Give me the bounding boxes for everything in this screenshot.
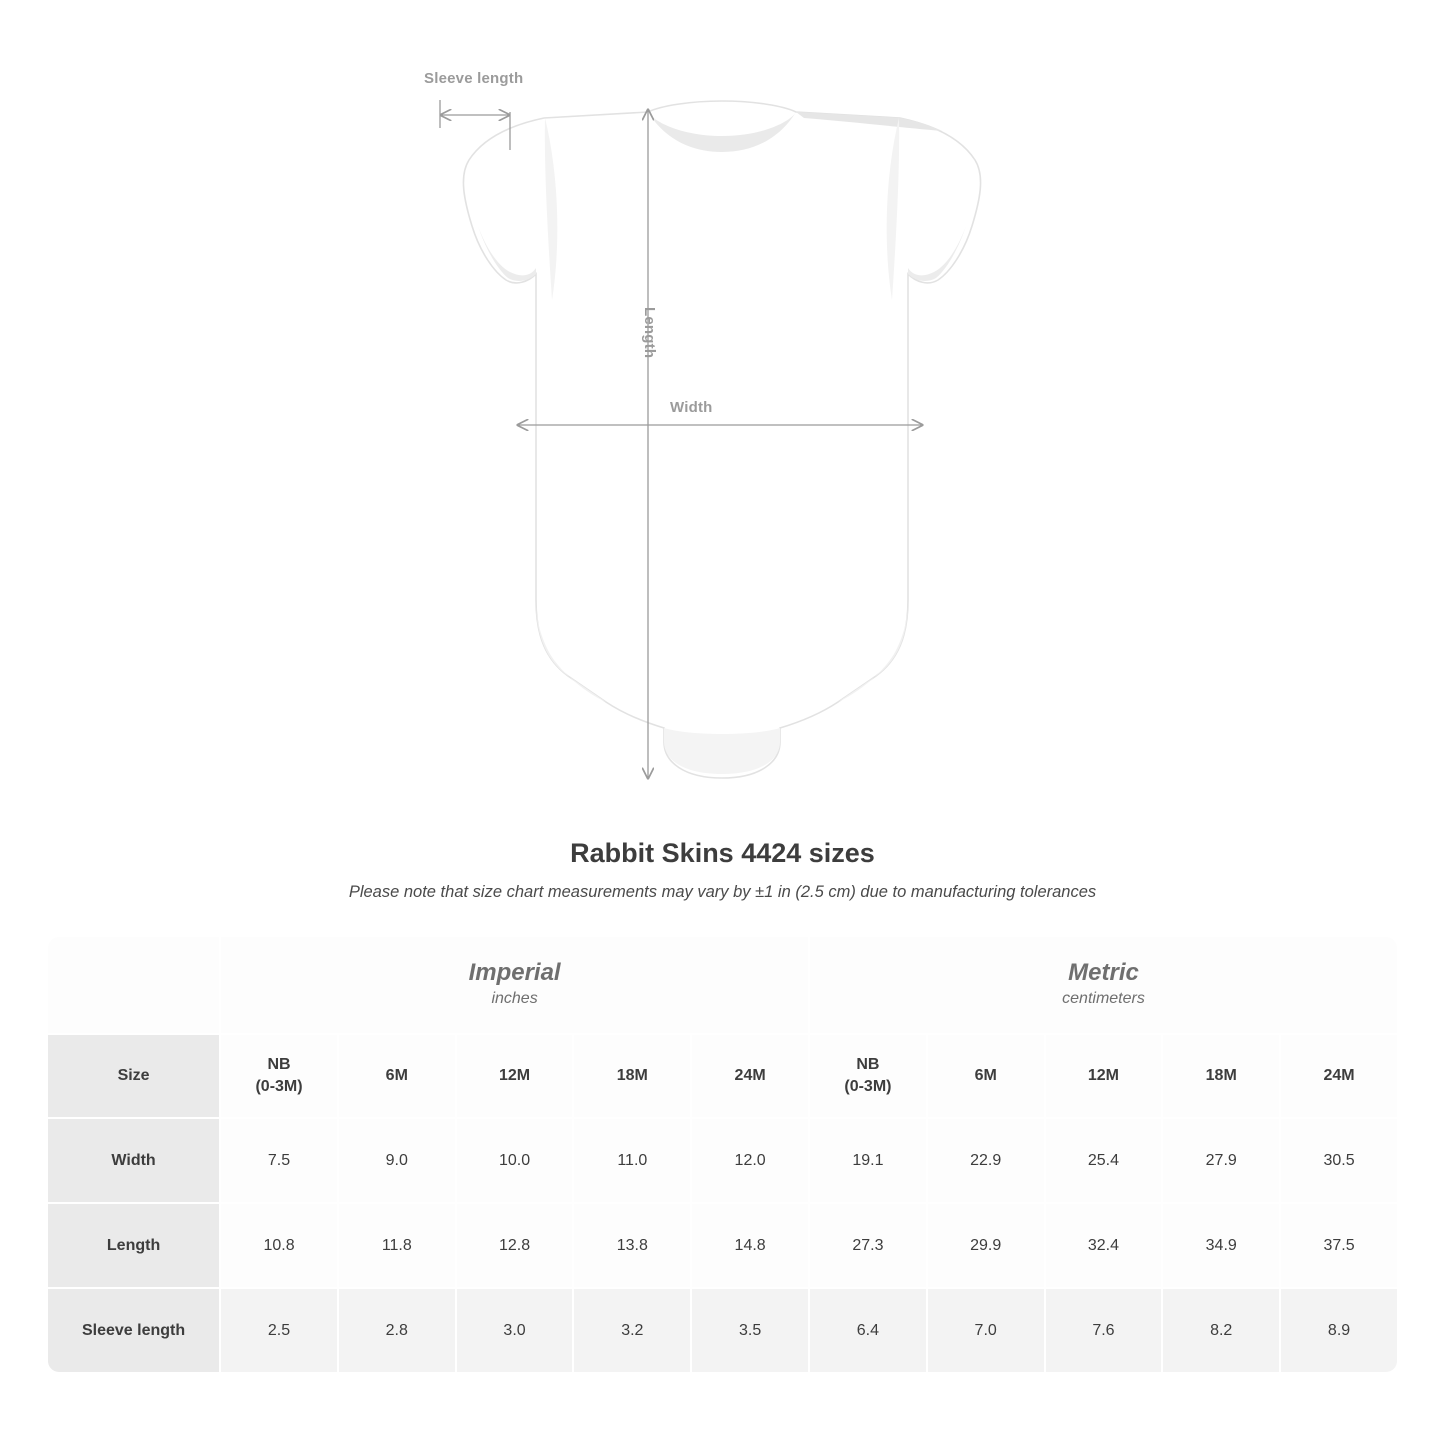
size-table-wrapper bbox=[47, 936, 1398, 1373]
column-header-sub: (0-3M) bbox=[255, 1078, 303, 1095]
chart-heading bbox=[0, 838, 1445, 902]
tolerance-note: Please note that size chart measurements may vary by ±1 in (2.5 cm) due to manufacturing tolerances bbox=[348, 883, 1097, 901]
cell-length-6m-cm: 29.9 bbox=[927, 1203, 1045, 1288]
column-header-label: NB bbox=[856, 1056, 880, 1074]
cell-sleeve-12m-cm: 7.6 bbox=[1045, 1288, 1163, 1373]
cell-length-nb-in: 10.8 bbox=[220, 1203, 338, 1288]
cell-sleeve-18m-in: 3.2 bbox=[573, 1288, 691, 1373]
cell-length-nb-cm: 27.3 bbox=[809, 1203, 927, 1288]
cell-width-12m-in: 10.0 bbox=[456, 1118, 574, 1203]
table-row bbox=[47, 1288, 1398, 1373]
column-header-24m-metric: 24M bbox=[1280, 1034, 1398, 1118]
column-header-nb-imperial bbox=[220, 1034, 338, 1118]
column-header-label: NB bbox=[267, 1056, 291, 1074]
unit-group-imperial-sub: inches bbox=[491, 989, 538, 1007]
cell-width-nb-cm: 19.1 bbox=[809, 1118, 927, 1203]
size-table bbox=[47, 936, 1398, 1373]
cell-length-24m-in: 14.8 bbox=[691, 1203, 809, 1288]
unit-group-metric-name: Metric bbox=[1068, 959, 1139, 987]
unit-group-imperial-name: Imperial bbox=[468, 959, 561, 987]
cell-width-6m-in: 9.0 bbox=[338, 1118, 456, 1203]
cell-sleeve-18m-cm: 8.2 bbox=[1162, 1288, 1280, 1373]
unit-group-imperial bbox=[220, 936, 809, 1034]
cell-width-24m-cm: 30.5 bbox=[1280, 1118, 1398, 1203]
column-header-18m-metric: 18M bbox=[1162, 1034, 1280, 1118]
length-label: Length bbox=[641, 307, 658, 359]
cell-length-18m-in: 13.8 bbox=[573, 1203, 691, 1288]
cell-sleeve-nb-in: 2.5 bbox=[220, 1288, 338, 1373]
column-header-sub: (0-3M) bbox=[844, 1078, 892, 1095]
cell-length-12m-cm: 32.4 bbox=[1045, 1203, 1163, 1288]
unit-group-metric-sub: centimeters bbox=[1062, 989, 1145, 1007]
cell-length-6m-in: 11.8 bbox=[338, 1203, 456, 1288]
table-row bbox=[47, 1118, 1398, 1203]
column-header-6m-metric: 6M bbox=[927, 1034, 1045, 1118]
column-header-6m-imperial: 6M bbox=[338, 1034, 456, 1118]
column-header-18m-imperial: 18M bbox=[573, 1034, 691, 1118]
cell-width-18m-cm: 27.9 bbox=[1162, 1118, 1280, 1203]
cell-sleeve-nb-cm: 6.4 bbox=[809, 1288, 927, 1373]
unit-group-row bbox=[47, 936, 1398, 1034]
cell-sleeve-12m-in: 3.0 bbox=[456, 1288, 574, 1373]
row-header-size: Size bbox=[47, 1034, 220, 1118]
sleeve-length-label: Sleeve length bbox=[424, 70, 524, 87]
row-header-sleeve-length: Sleeve length bbox=[47, 1288, 220, 1373]
cell-width-24m-in: 12.0 bbox=[691, 1118, 809, 1203]
table-row bbox=[47, 1203, 1398, 1288]
cell-sleeve-24m-cm: 8.9 bbox=[1280, 1288, 1398, 1373]
cell-width-nb-in: 7.5 bbox=[220, 1118, 338, 1203]
cell-sleeve-6m-cm: 7.0 bbox=[927, 1288, 1045, 1373]
cell-sleeve-24m-in: 3.5 bbox=[691, 1288, 809, 1373]
column-header-12m-imperial: 12M bbox=[456, 1034, 574, 1118]
cell-length-12m-in: 12.8 bbox=[456, 1203, 574, 1288]
cell-width-18m-in: 11.0 bbox=[573, 1118, 691, 1203]
bodysuit-shape bbox=[463, 101, 980, 778]
width-label: Width bbox=[670, 399, 713, 416]
cell-sleeve-6m-in: 2.8 bbox=[338, 1288, 456, 1373]
cell-length-18m-cm: 34.9 bbox=[1162, 1203, 1280, 1288]
column-header-nb-metric bbox=[809, 1034, 927, 1118]
column-header-row bbox=[47, 1034, 1398, 1118]
page-title: Rabbit Skins 4424 sizes bbox=[570, 838, 875, 868]
column-header-12m-metric: 12M bbox=[1045, 1034, 1163, 1118]
unit-group-metric bbox=[809, 936, 1398, 1034]
cell-width-12m-cm: 25.4 bbox=[1045, 1118, 1163, 1203]
column-header-24m-imperial: 24M bbox=[691, 1034, 809, 1118]
row-header-width: Width bbox=[47, 1118, 220, 1203]
cell-length-24m-cm: 37.5 bbox=[1280, 1203, 1398, 1288]
row-header-length: Length bbox=[47, 1203, 220, 1288]
unit-row-spacer bbox=[47, 936, 220, 1034]
cell-width-6m-cm: 22.9 bbox=[927, 1118, 1045, 1203]
